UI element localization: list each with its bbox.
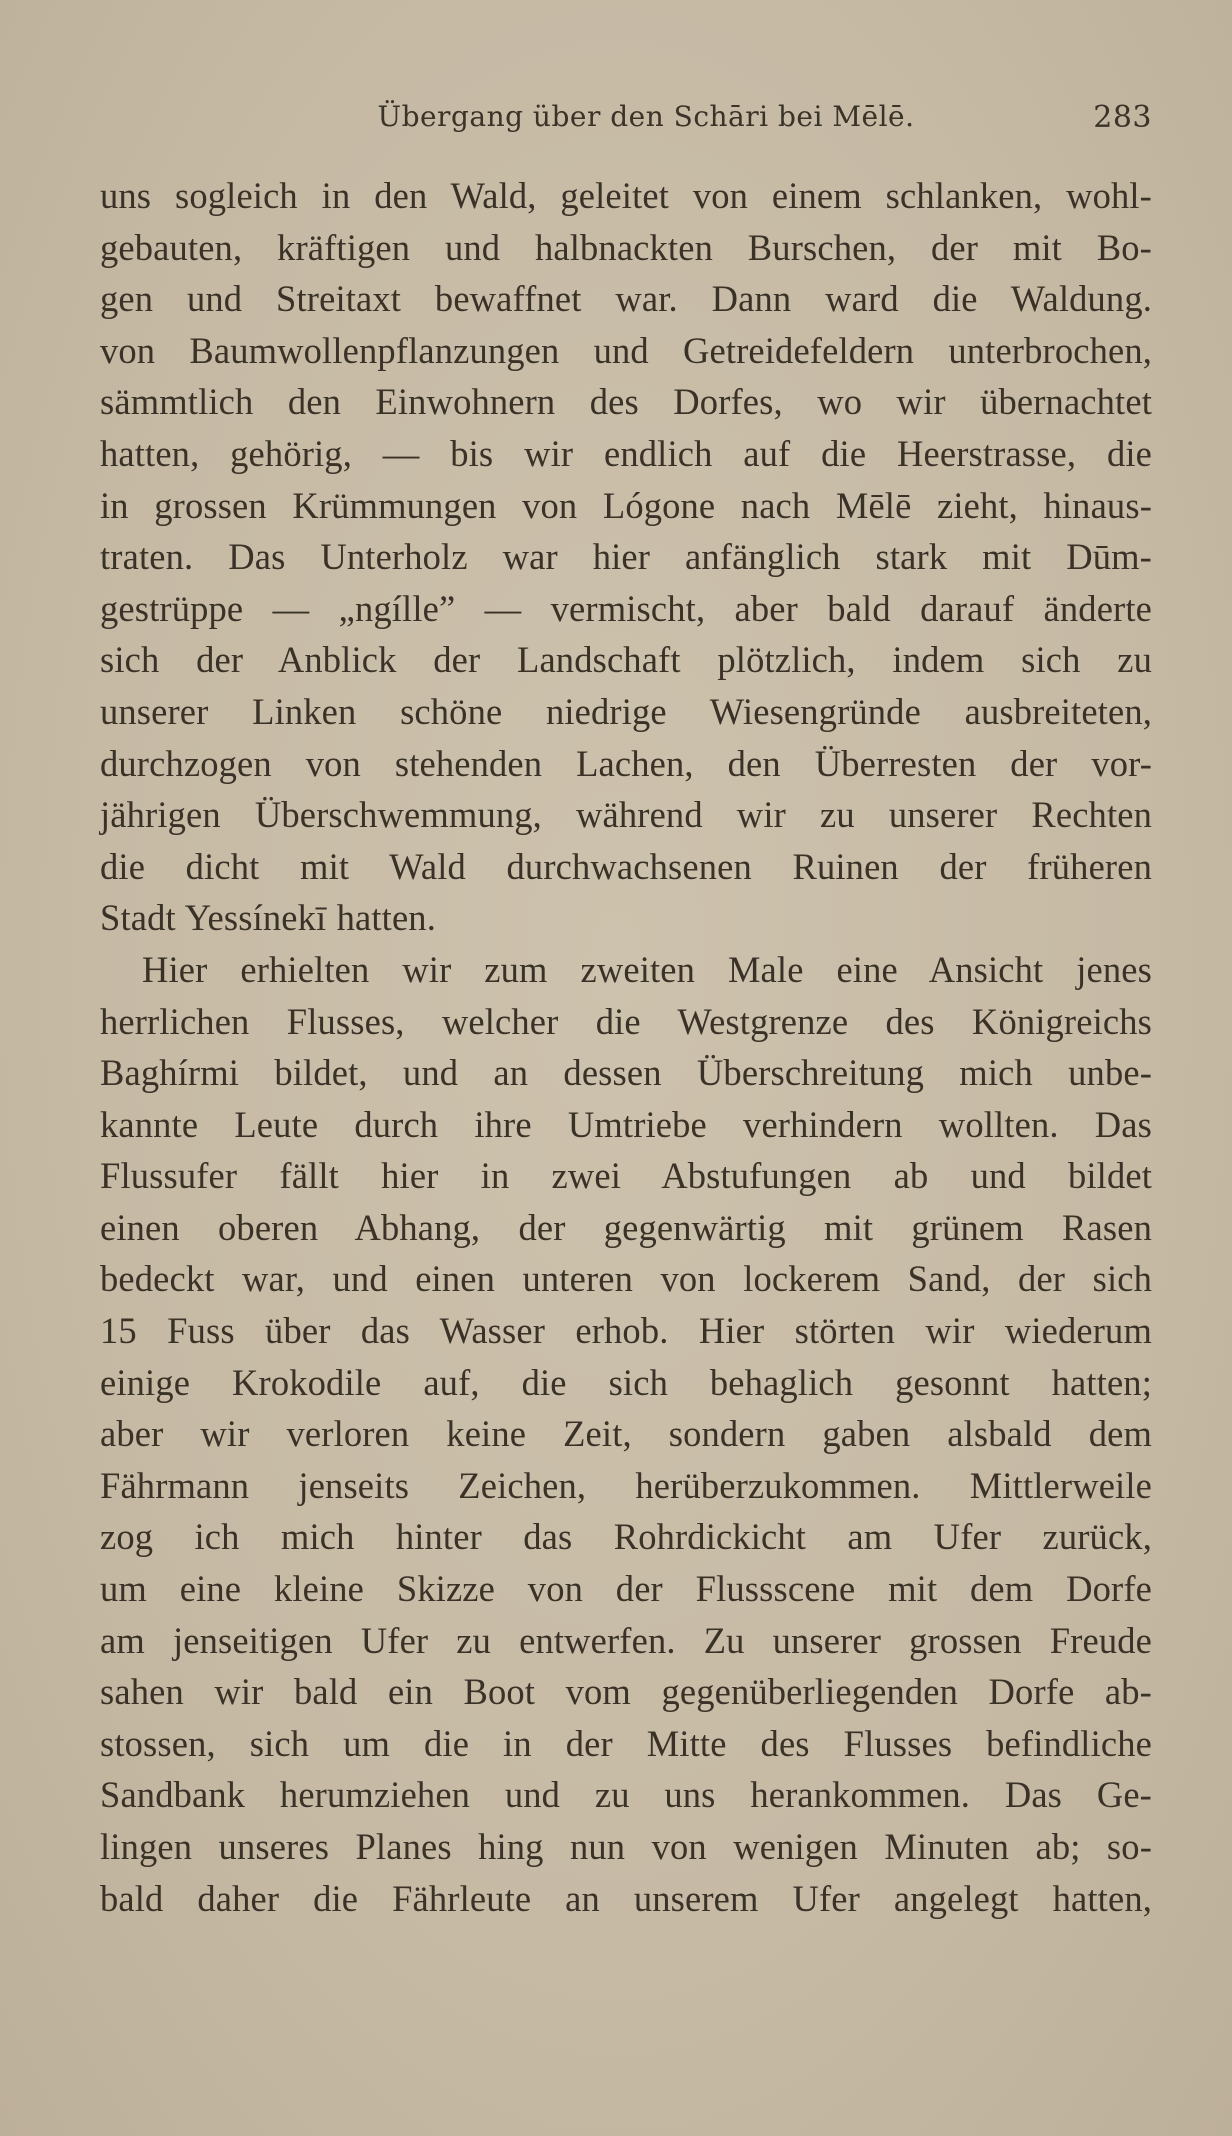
- text-line: einen oberen Abhang, der gegenwärtig mit grünem Rasen: [100, 1206, 1152, 1248]
- running-title: Übergang über den Schāri bei Mēlē.: [377, 100, 915, 133]
- text-line: sich der Anblick der Landschaft plötzlich, indem sich zu: [100, 639, 1152, 681]
- text-line: bald daher die Fährleute an unserem Ufer angelegt hatten,: [100, 1877, 1152, 1919]
- text-line: von Baumwollenpflanzungen und Getreidefeldern unterbrochen,: [100, 329, 1152, 371]
- text-line: am jenseitigen Ufer zu entwerfen. Zu unserer grossen Freude: [100, 1619, 1152, 1661]
- text-line: 15 Fuss über das Wasser erhob. Hier störten wir wiederum: [100, 1310, 1152, 1352]
- text-line: einige Krokodile auf, die sich behaglich gesonnt hatten;: [100, 1361, 1152, 1403]
- paragraph-2: [100, 944, 1152, 1924]
- text-line: aber wir verloren keine Zeit, sondern gaben alsbald dem: [100, 1413, 1152, 1455]
- text-line: gestrüppe — „ngílle” — vermischt, aber bald darauf änderte: [100, 587, 1152, 629]
- text-line: uns sogleich in den Wald, geleitet von einem schlanken, wohl-: [100, 175, 1152, 216]
- text-line: durchzogen von stehenden Lachen, den Überresten der vor-: [100, 742, 1152, 784]
- text-line: die dicht mit Wald durchwachsenen Ruinen der früheren: [100, 845, 1152, 887]
- text-line: in grossen Krümmungen von Lógone nach Mēlē zieht, hinaus-: [100, 484, 1152, 526]
- text-line: zog ich mich hinter das Rohrdickicht am Ufer zurück,: [100, 1516, 1152, 1558]
- text-line: sahen wir bald ein Boot vom gegenüberliegenden Dorfe ab-: [100, 1671, 1152, 1713]
- text-line: um eine kleine Skizze von der Flussscene mit dem Dorfe: [100, 1568, 1152, 1610]
- page-number: 283: [1093, 100, 1152, 135]
- text-line: traten. Das Unterholz war hier anfänglich stark mit Dūm-: [100, 536, 1152, 578]
- text-line: gebauten, kräftigen und halbnackten Burschen, der mit Bo-: [100, 226, 1152, 268]
- text-line: Fährmann jenseits Zeichen, herüberzukommen. Mittlerweile: [100, 1464, 1152, 1506]
- text-line: Baghírmi bildet, und an dessen Überschreitung mich unbe-: [100, 1052, 1152, 1094]
- text-line: unserer Linken schöne niedrige Wiesengründe ausbreiteten,: [100, 690, 1152, 732]
- text-line: bedeckt war, und einen unteren von lockerem Sand, der sich: [100, 1258, 1152, 1300]
- text-line: Sandbank herumziehen und zu uns herankommen. Das Ge-: [100, 1774, 1152, 1816]
- text-line: Flussufer fällt hier in zwei Abstufungen ab und bildet: [100, 1155, 1152, 1197]
- text-line: Stadt Yessínekī hatten.: [100, 897, 436, 939]
- text-line: herrlichen Flusses, welcher die Westgrenze des Königreichs: [100, 1000, 1152, 1042]
- text-line: kannte Leute durch ihre Umtriebe verhindern wollten. Das: [100, 1103, 1152, 1145]
- text-line: sämmtlich den Einwohnern des Dorfes, wo wir übernachtet: [100, 381, 1152, 423]
- body-text: [100, 170, 1152, 1924]
- text-line: gen und Streitaxt bewaffnet war. Dann ward die Waldung.: [100, 278, 1152, 320]
- text-line: lingen unseres Planes hing nun von wenigen Minuten ab; so-: [100, 1826, 1152, 1867]
- text-line: stossen, sich um die in der Mitte des Flusses befindliche: [100, 1722, 1152, 1764]
- page-header: [100, 100, 1152, 148]
- text-line: hatten, gehörig, — bis wir endlich auf die Heerstrasse, die: [100, 432, 1152, 474]
- text-line: jährigen Überschwemmung, während wir zu unserer Rechten: [100, 794, 1152, 836]
- text-line: Hier erhielten wir zum zweiten Male eine Ansicht jenes: [142, 948, 1152, 990]
- paragraph-1: [100, 170, 1152, 944]
